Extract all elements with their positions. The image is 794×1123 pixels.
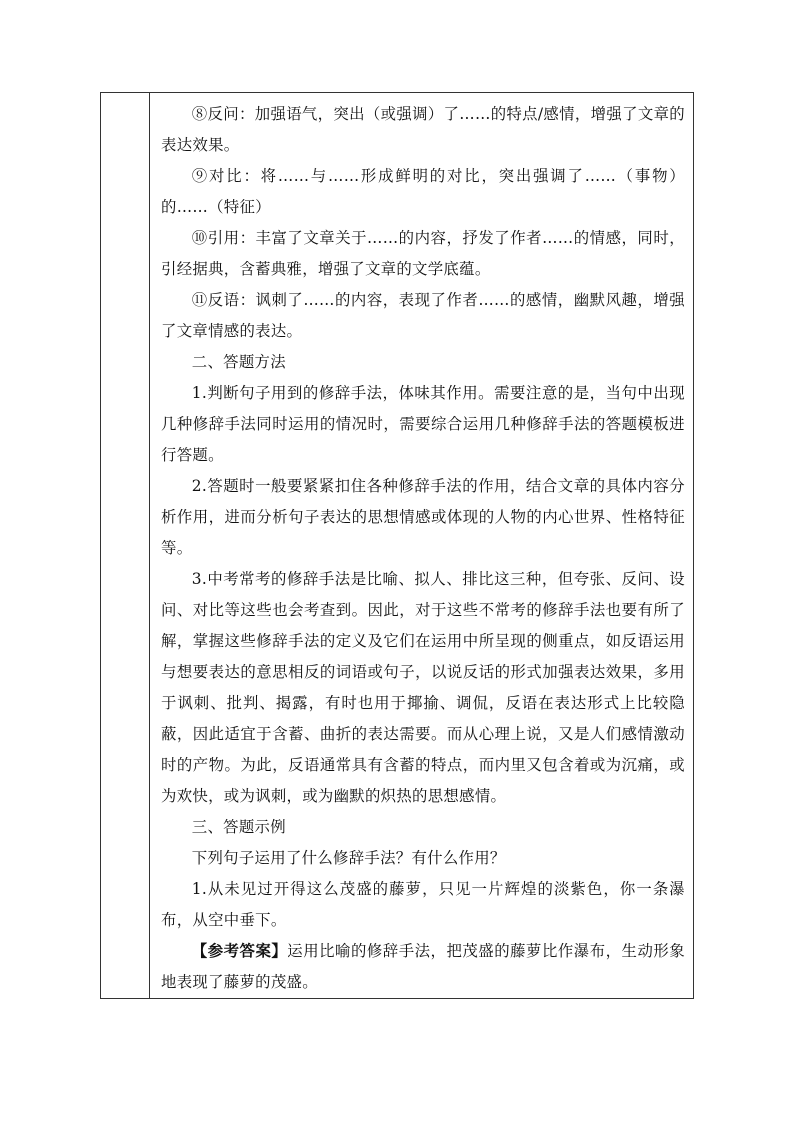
example-1-paragraph: 1.从未见过开得这么茂盛的藤萝，只见一片辉煌的淡紫色，你一条瀑布，从空中垂下。 (161, 880, 685, 929)
quotation-paragraph: ⑩引用：丰富了文章关于……的内容，抒发了作者……的情感，同时，引经据典，含蓄典雅，增强了文章的文学底蕴。 (161, 229, 685, 278)
content-table (100, 92, 694, 999)
table-content-cell (151, 93, 693, 998)
table-left-column (101, 93, 150, 998)
irony-paragraph: ⑪反语：讽刺了……的内容，表现了作者……的感情，幽默风趣，增强了文章情感的表达。 (161, 291, 685, 340)
answer-text: 运用比喻的修辞手法，把茂盛的藤萝比作瀑布，生动形象地表现了藤萝的茂盛。 (161, 942, 685, 991)
method-3-paragraph: 3.中考常考的修辞手法是比喻、拟人、排比这三种，但夸张、反问、设问、对比等这些也会考查到。因此，对于这些不常考的修辞手法也要有所了解，掌握这些修辞手法的定义及它们在运用中所呈现的侧重点，如反语运用与想要表达的意思相反的词语或句子，以说反话的形式加强表达效果，多用于讽刺、批判、揭露，有时也用于揶揄、调侃，反语在表达形式上比较隐蔽，因此适宜于含蓄、曲折的表达需要。而从心理上说，又是人们感情激动时的产物。为此，反语通常具有含蓄的特点，而内里又包含着或为沉痛，或为欢快，或为讽刺，或为幽默的炽热的思想感情。 (161, 570, 685, 805)
answer-paragraph (161, 936, 685, 998)
method-2-paragraph: 2.答题时一般要紧紧扣住各种修辞手法的作用，结合文章的具体内容分析作用，进而分析句子表达的思想情感或体现的人物的内心世界、性格特征等。 (161, 477, 685, 557)
contrast-paragraph: ⑨对比：将……与……形成鲜明的对比，突出强调了……（事物）的……（特征） (161, 167, 685, 216)
rhetorical-question-paragraph: ⑧反问：加强语气，突出（或强调）了……的特点/感情，增强了文章的表达效果。 (161, 105, 685, 154)
question-paragraph: 下列句子运用了什么修辞手法？有什么作用？ (191, 849, 506, 867)
answer-label: 【参考答案】 (191, 942, 288, 960)
method-1-paragraph: 1.判断句子用到的修辞手法，体味其作用。需要注意的是，当句中出现几种修辞手法同时运用的情况时，需要综合运用几种修辞手法的答题模板进行答题。 (161, 384, 685, 464)
section-heading-methods: 二、答题方法 (191, 353, 286, 371)
section-heading-examples: 三、答题示例 (191, 818, 286, 836)
